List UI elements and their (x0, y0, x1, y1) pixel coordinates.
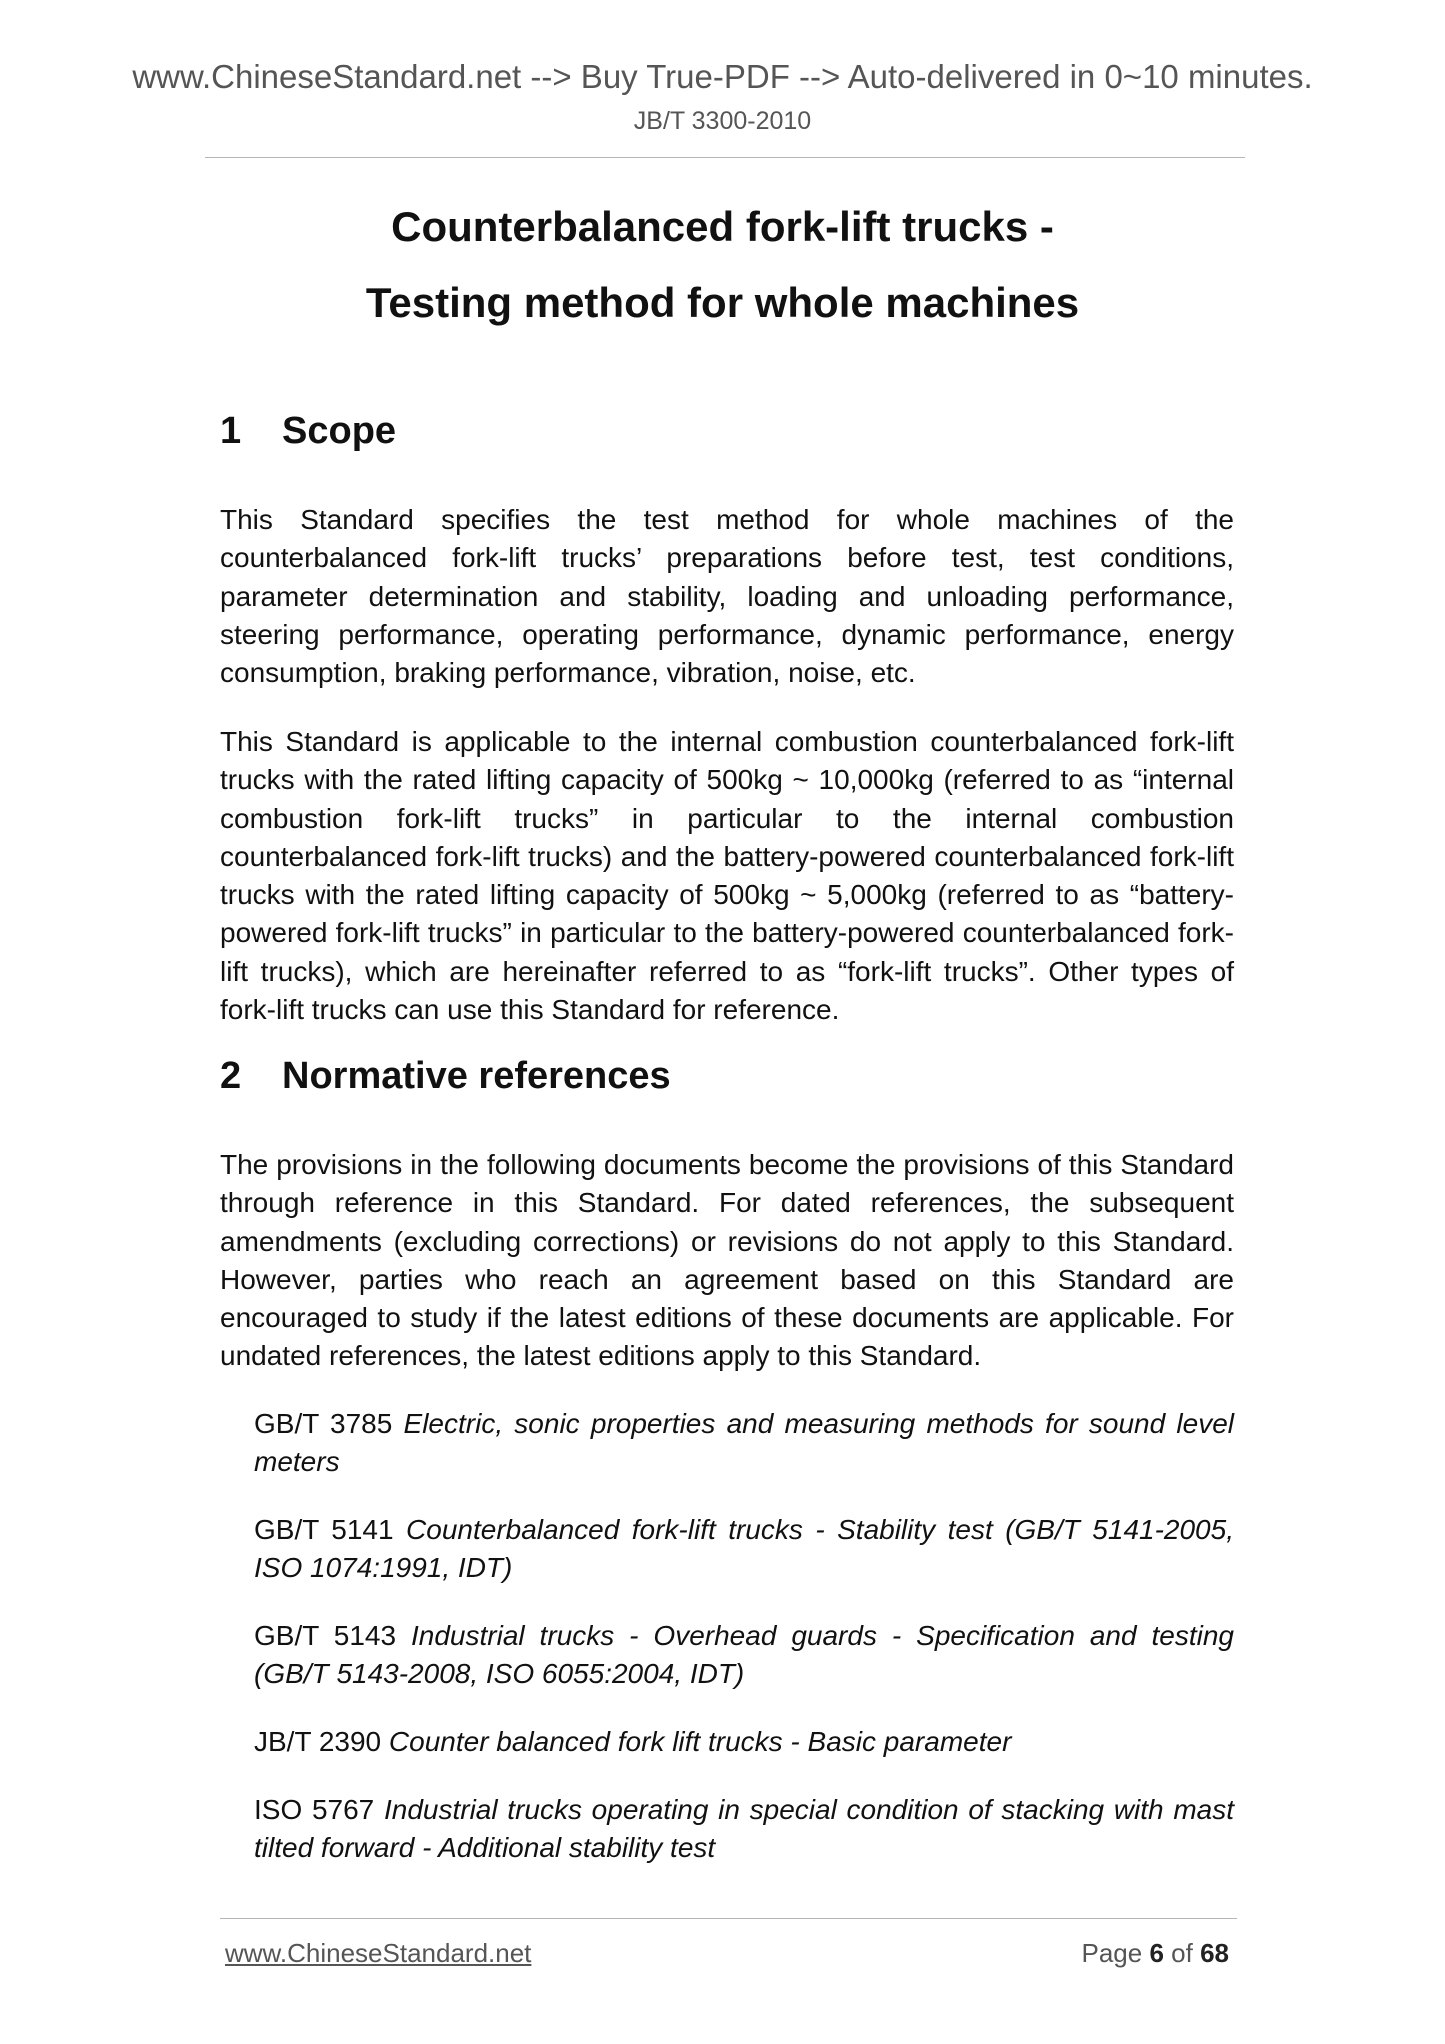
scope-paragraph-2: This Standard is applicable to the internal combustion counterbalanced fork-lift trucks with the rated lifting capacity of 500kg ~ 10,000kg (referred to as “internal combustion fork-lift trucks” in particular to the internal combustion counterbalanced fork-lift trucks) and the battery-powered counterbalanced fork-lift trucks with the rated lifting capacity of 500kg ~ 5,000kg (referred to as “battery-powered fork-lift trucks” in particular to the battery-powered counterbalanced fork-lift trucks), which are hereinafter referred to as “fork-lift trucks”. Other types of fork-lift trucks can use this Standard for reference. (220, 726, 1234, 1026)
standard-code: JB/T 3300-2010 (633, 107, 812, 135)
scope-paragraph-1: This Standard specifies the test method for whole machines of the counterbalanced fork-lift trucks’ preparations before test, test conditions, parameter determination and stability, loading and unloading performance, steering performance, operating performance, dynamic performance, energy consumption, braking performance, vibration, noise, etc. (220, 504, 1234, 689)
section-title: Scope (282, 410, 397, 452)
page-of: of (1171, 1938, 1193, 1968)
reference-title: Electric, sonic properties and measuring methods for sound level meters (254, 1408, 1234, 1478)
top-banner: www.ChineseStandard.net --> Buy True-PDF --> Auto-delivered in 0~10 minutes. (132, 58, 1313, 95)
reference-title: Industrial trucks operating in special condition of stacking with mast tilted forward - Additional stability test (254, 1794, 1234, 1864)
page-current: 6 (1149, 1938, 1164, 1968)
reference-code: GB/T 5141 (254, 1514, 394, 1545)
reference-code: GB/T 5143 (254, 1620, 397, 1651)
footer-website-link[interactable]: www.ChineseStandard.net (225, 1938, 532, 1968)
reference-code: JB/T 2390 (254, 1726, 382, 1757)
section-number: 2 (220, 1055, 242, 1097)
header-divider (205, 157, 1245, 158)
reference-item (254, 1405, 1234, 1482)
page-indicator (1081, 1938, 1229, 1969)
page-total: 68 (1200, 1938, 1229, 1968)
document-title-line-1: Counterbalanced fork-lift trucks - (391, 203, 1054, 250)
footer-divider (220, 1918, 1237, 1919)
reference-code: ISO 5767 (254, 1794, 375, 1825)
normative-references-paragraph: The provisions in the following documents become the provisions of this Standard through reference in this Standard. For dated references, the subsequent amendments (excluding corrections) or revisions do not apply to this Standard. However, parties who reach an agreement based on this Standard are encouraged to study if the latest editions of these documents are applicable. For undated references, the latest editions apply to this Standard. (220, 1149, 1234, 1372)
reference-item (254, 1791, 1234, 1868)
page-label: Page (1081, 1938, 1143, 1968)
reference-title: Counterbalanced fork-lift trucks - Stability test (GB/T 5141-2005, ISO 1074:1991, IDT) (254, 1514, 1234, 1584)
section-number: 1 (220, 410, 242, 452)
reference-item (254, 1511, 1234, 1588)
reference-item (254, 1723, 1234, 1761)
reference-title: Industrial trucks - Overhead guards - Specification and testing (GB/T 5143-2008, ISO 6055:2004, IDT) (254, 1620, 1234, 1690)
reference-item (254, 1617, 1234, 1694)
section-title: Normative references (282, 1055, 671, 1097)
reference-code: GB/T 3785 (254, 1408, 393, 1439)
document-title-line-2: Testing method for whole machines (365, 279, 1080, 326)
reference-title: Counter balanced fork lift trucks - Basic parameter (388, 1726, 1012, 1757)
section-heading-scope (220, 410, 396, 453)
section-heading-normative-references (220, 1055, 671, 1098)
